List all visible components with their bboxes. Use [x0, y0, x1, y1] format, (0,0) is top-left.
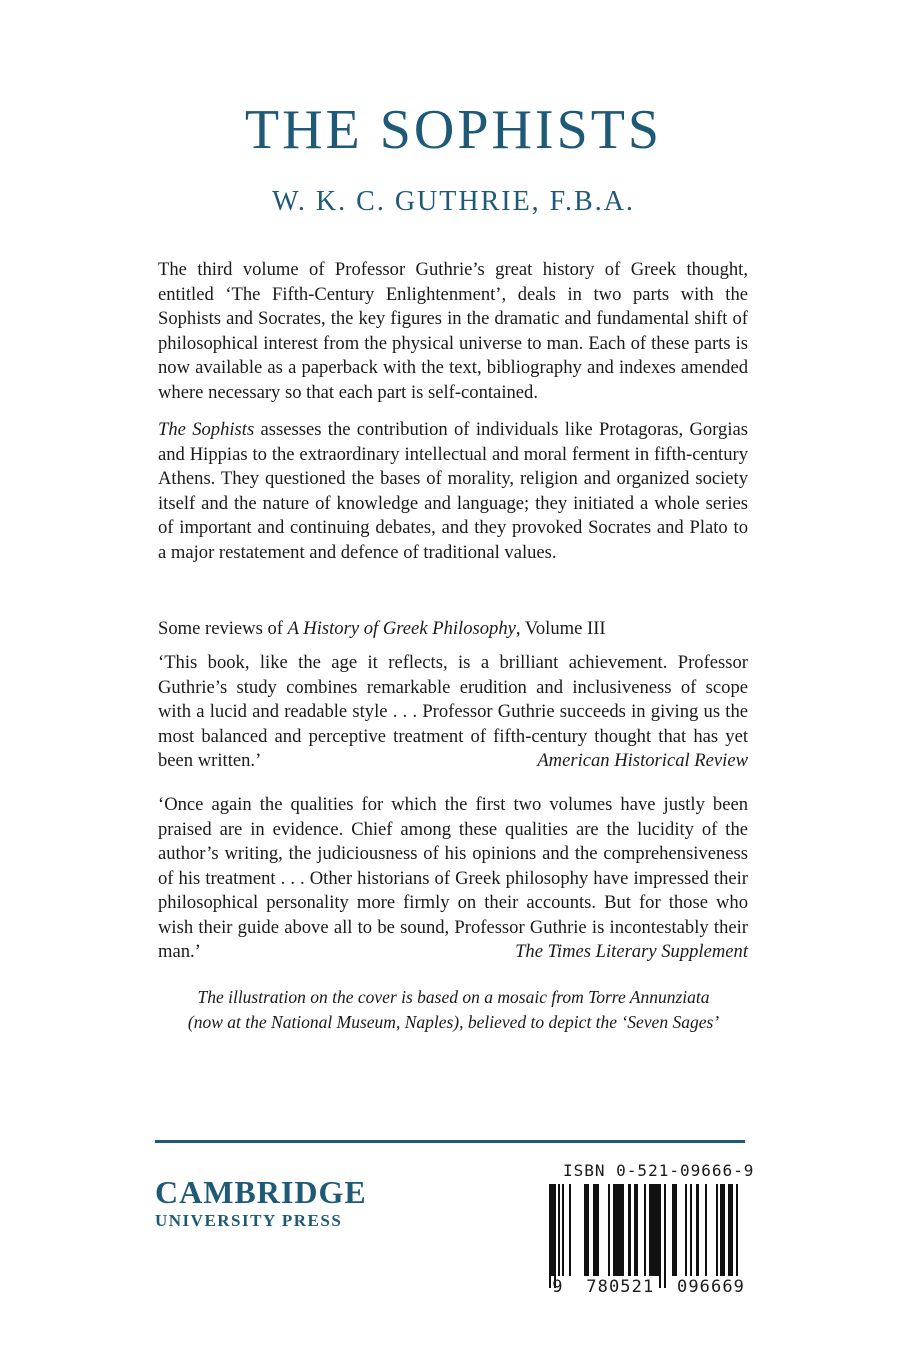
divider	[155, 1140, 745, 1143]
barcode-bar	[584, 1184, 586, 1276]
description-text: The third volume of Professor Guthrie’s great history of Greek thought, entitled ‘The Fifth-Century Enlightenment’, deals in two parts with the Sophists and Socrates, the key figures in the dramatic and fundamental shift of philosophical interest from the physical universe to man. Each of these parts is now available as a paperback with the text, bibliography and indexes amended where necessary so that each part is self-contained.	[158, 259, 748, 403]
barcode-bar	[705, 1184, 707, 1276]
barcode-bar	[649, 1184, 651, 1276]
review-source: American Historical Review	[537, 750, 748, 771]
book-author: W. K. C. GUTHRIE, F.B.A.	[272, 186, 635, 217]
barcode-bar	[554, 1184, 556, 1288]
barcode-bar	[659, 1184, 661, 1288]
barcode-bar	[656, 1184, 659, 1276]
barcode-bar	[597, 1184, 599, 1276]
review-quote	[158, 793, 748, 965]
barcode-bar	[562, 1184, 564, 1276]
publisher-subtitle: UNIVERSITY PRESS	[155, 1211, 343, 1230]
barcode-bar	[690, 1184, 692, 1276]
barcode-bar	[593, 1184, 595, 1276]
description-paragraph-2	[158, 418, 748, 565]
barcode-bar	[723, 1184, 725, 1276]
barcode-bar	[672, 1184, 675, 1276]
description-paragraph-1	[158, 258, 748, 405]
series-title: A History of Greek Philosophy	[287, 618, 516, 639]
barcode-bar	[653, 1184, 656, 1276]
review-quote	[158, 651, 748, 774]
barcode-bar	[636, 1184, 638, 1276]
barcode-bar	[608, 1184, 610, 1276]
barcode-bar	[619, 1184, 621, 1276]
barcode-bar	[549, 1184, 551, 1288]
barcode-bar	[736, 1184, 738, 1276]
review-text: ‘Once again the qualities for which the first two volumes have justly been praised are in evidence. Chief among these qualities are the lucidity of the author’s writing, the judiciousness of his opinions and the comprehensiveness of his treatment . . . Other historians of Greek philosophy have impressed their philosophical personality more firmly on their accounts. But for those who wish their guide above all to be sound, Professor Guthrie is incontestably their man.’	[158, 794, 748, 962]
reviews-heading: Some reviews of A History of Greek Philosophy, Volume III	[158, 618, 606, 639]
barcode-digits: 9 780521 096669	[552, 1277, 745, 1297]
description-text: assesses the contribution of individuals like Protagoras, Gorgias and Hippias to the extraordinary intellectual and moral ferment in fifth-century Athens. They questioned the bases of morality, religion and organized society itself and the nature of knowledge and language; they initiated a whole series of important and continuing debates, and they provoked Socrates and Plato to a major restatement and defence of traditional values.	[158, 419, 748, 563]
barcode-bar	[616, 1184, 619, 1276]
barcode-bar	[730, 1184, 733, 1276]
cover-illustration-note: The illustration on the cover is based on a mosaic from Torre Annunziata (now at the National Museum, Naples), believed to depict the ‘Seven Sages’	[187, 987, 720, 1032]
barcode-bar	[628, 1184, 631, 1276]
isbn-label: ISBN 0-521-09666-9	[563, 1161, 755, 1180]
publisher-logo	[155, 1174, 367, 1232]
barcode-bar	[720, 1184, 723, 1276]
barcode-bar	[716, 1184, 718, 1276]
barcode-bar	[551, 1184, 554, 1276]
barcode-bar	[569, 1184, 571, 1276]
barcode-bar	[595, 1184, 597, 1276]
barcode-bar	[558, 1184, 560, 1276]
book-title-italic: The Sophists	[158, 419, 255, 440]
barcode-bar	[685, 1184, 687, 1276]
review-source: The Times Literary Supplement	[515, 941, 748, 962]
barcode-bar	[644, 1184, 646, 1276]
book-title: THE SOPHISTS	[244, 99, 663, 161]
barcode-bar	[613, 1184, 616, 1276]
barcode-bar	[696, 1184, 699, 1276]
barcode-bar	[664, 1184, 666, 1288]
barcode-bar	[651, 1184, 653, 1276]
barcode-bar	[586, 1184, 589, 1276]
barcode-bar	[728, 1184, 730, 1276]
barcode-bar	[675, 1184, 677, 1276]
barcode-bar	[634, 1184, 636, 1276]
barcode-bar	[621, 1184, 624, 1276]
review-text: ‘This book, like the age it reflects, is a brilliant achievement. Professor Guthrie’s study combines remarkable erudition and inclusiveness of scope with a lucid and readable style . . . Professor Guthrie succeeds in giving us the most balanced and perceptive treatment of fifth-century thought that has yet been written.’	[158, 652, 748, 771]
publisher-name: CAMBRIDGE	[155, 1174, 367, 1210]
